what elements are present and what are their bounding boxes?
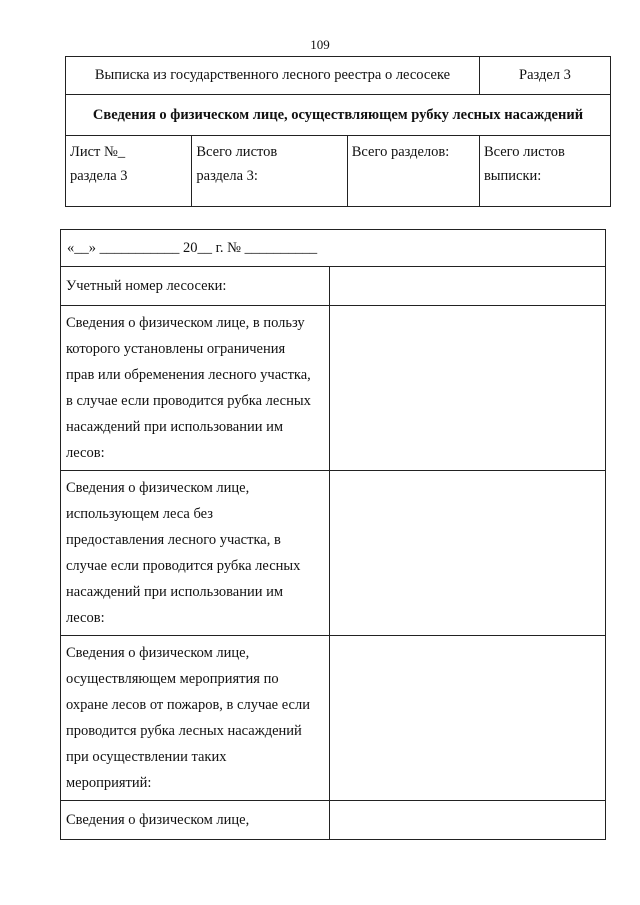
extract-header-table (65, 56, 611, 207)
date-number-line[interactable]: «__» ___________ 20__ г. № __________ (61, 230, 606, 267)
row-label-forest-user-person: Сведения о физическом лице, использующем леса без предоставления лесного участка, в случае если проводится рубка лесных насаждений при использовании им лесов: (61, 471, 330, 636)
row-value-fire-protection-person[interactable] (330, 636, 606, 801)
row-label-person-continued: Сведения о физическом лице, (61, 801, 330, 840)
extract-title: Выписка из государственного лесного реестра о лесосеке (66, 57, 480, 95)
row-label-site-number: Учетный номер лесосеки: (61, 267, 330, 306)
section-label: Раздел 3 (479, 57, 610, 95)
total-sections-cell: Всего разделов: (347, 136, 479, 207)
section-subtitle: Сведения о физическом лице, осуществляющем рубку лесных насаждений (66, 95, 611, 136)
row-label-encumbrance-person: Сведения о физическом лице, в пользу которого установлены ограничения прав или обременения лесного участка, в случае если проводится рубка лесных насаждений при использовании им лесов: (61, 306, 330, 471)
row-value-person-continued[interactable] (330, 801, 606, 840)
total-extract-sheets-cell: Всего листов выписки: (479, 136, 610, 207)
logging-site-form-table (60, 229, 606, 840)
row-value-encumbrance-person[interactable] (330, 306, 606, 471)
row-value-site-number[interactable] (330, 267, 606, 306)
row-value-forest-user-person[interactable] (330, 471, 606, 636)
sheet-number-cell: Лист №_ раздела 3 (66, 136, 192, 207)
row-label-fire-protection-person: Сведения о физическом лице, осуществляющем мероприятия по охране лесов от пожаров, в случае если проводится рубка лесных насаждений при осуществлении таких мероприятий: (61, 636, 330, 801)
page-number: 109 (310, 37, 330, 52)
total-section-sheets-cell: Всего листов раздела 3: (192, 136, 347, 207)
